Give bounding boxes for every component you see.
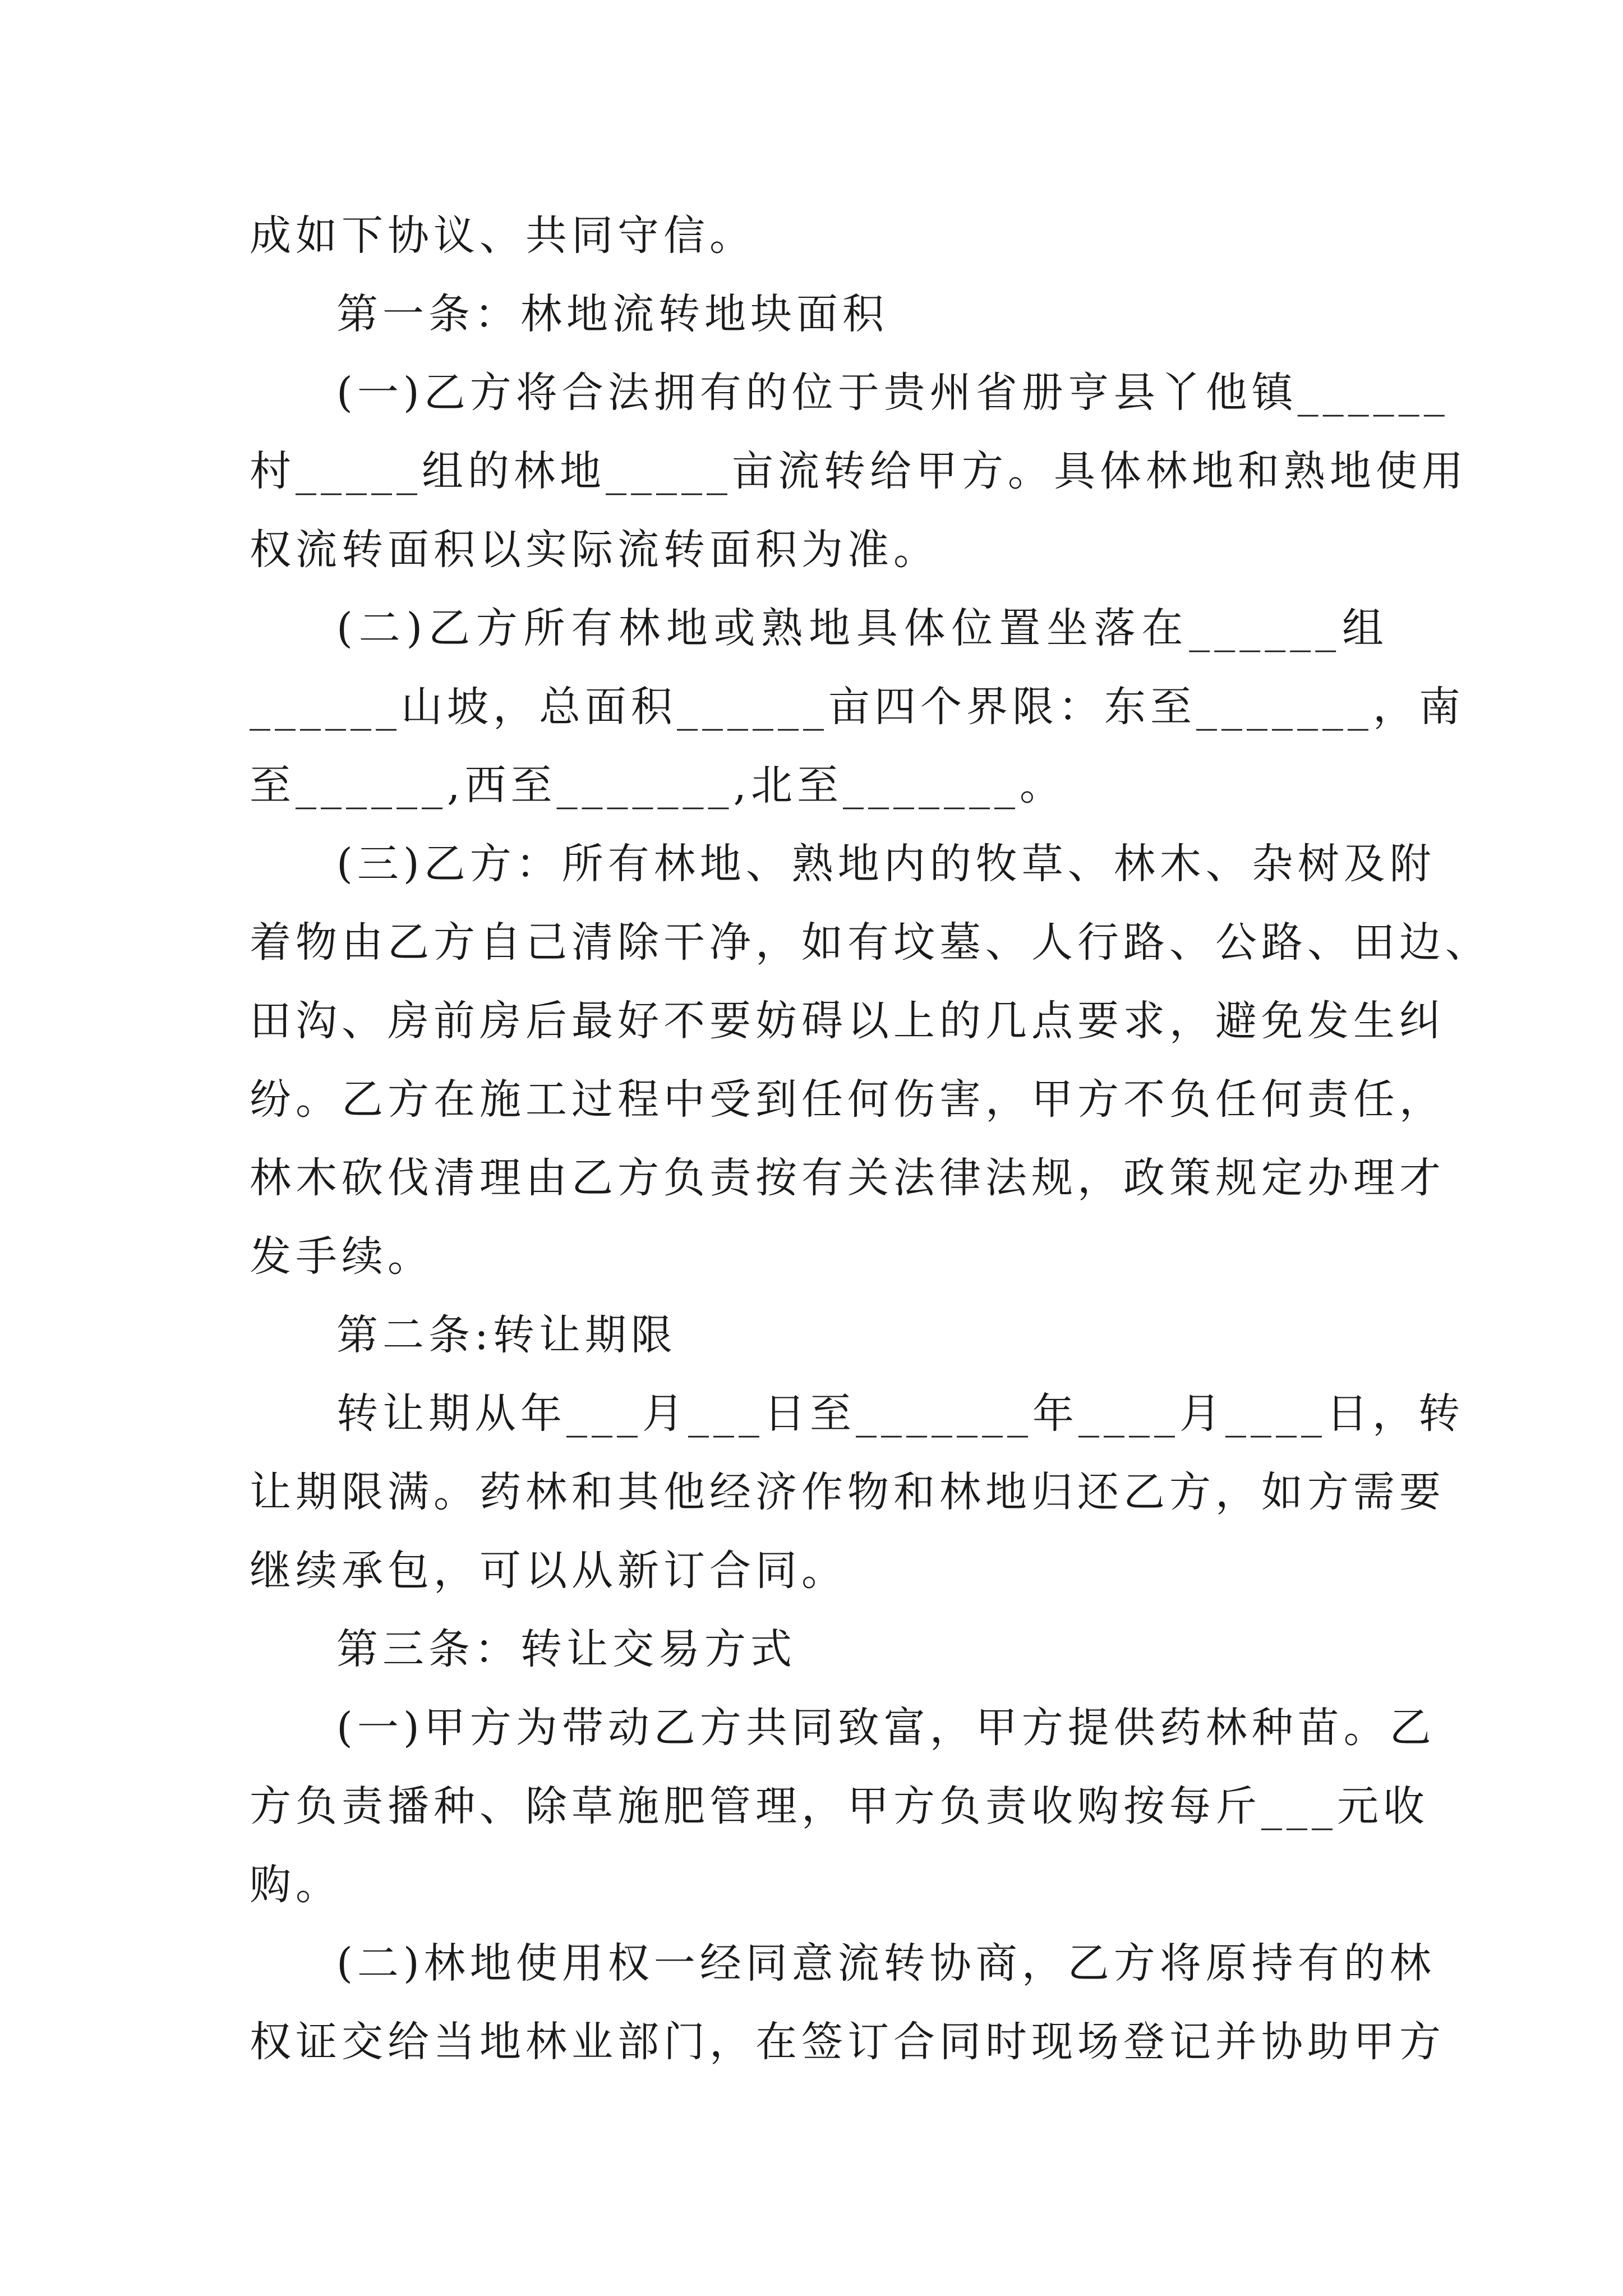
text-line: 田沟、房前房后最好不要妨碍以上的几点要求，避免发生纠 (250, 997, 1445, 1045)
text-line: (一)乙方将合法拥有的位于贵州省册亨县丫他镇______ (336, 369, 1449, 417)
text-line: 购。 (250, 1861, 342, 1909)
text-line: 发手续。 (250, 1232, 434, 1281)
text-line: 方负责播种、除草施肥管理，甲方负责收购按每斤___元收 (250, 1782, 1429, 1830)
section-heading: 第三条：转让交易方式 (336, 1625, 796, 1673)
text-line: 林木砍伐清理由乙方负责按有关法律法规，政策规定办理才 (250, 1154, 1445, 1202)
text-line: (一)甲方为带动乙方共同致富，甲方提供药林种苗。乙 (336, 1704, 1436, 1752)
section-heading: 第二条:转让期限 (336, 1311, 677, 1359)
text-line: (三)乙方：所有林地、熟地内的牧草、林木、杂树及附 (336, 840, 1436, 888)
text-line: 让期限满。药林和其他经济作物和林地归还乙方，如方需要 (250, 1468, 1445, 1516)
text-line: 纷。乙方在施工过程中受到任何伤害，甲方不负任何责任， (250, 1075, 1445, 1124)
text-line: (二)乙方所有林地或熟地具体位置坐落在______组 (336, 604, 1388, 652)
text-line: 权证交给当地林业部门，在签订合同时现场登记并协助甲方 (250, 2018, 1445, 2066)
text-line: 村_____组的林地_____亩流转给甲方。具体林地和熟地使用 (250, 447, 1468, 495)
text-line: ______山坡，总面积______亩四个界限：东至_______，南 (250, 683, 1465, 731)
text-line: 权流转面积以实际流转面积为准。 (250, 526, 939, 574)
text-line: (二)林地使用权一经同意流转协商，乙方将原持有的林 (336, 1939, 1436, 1987)
text-line: 着物由乙方自己清除干净，如有坟墓、人行路、公路、田边、 (250, 918, 1491, 967)
section-heading: 第一条：林地流转地块面积 (336, 290, 888, 338)
text-line: 至______,西至_______,北至_______。 (250, 761, 1066, 809)
text-line: 转让期从年___月___日至_______年____月____日，转 (336, 1389, 1464, 1438)
text-line: 继续承包，可以从新订合同。 (250, 1547, 847, 1595)
text-line: 成如下协议、共同守信。 (250, 211, 755, 260)
